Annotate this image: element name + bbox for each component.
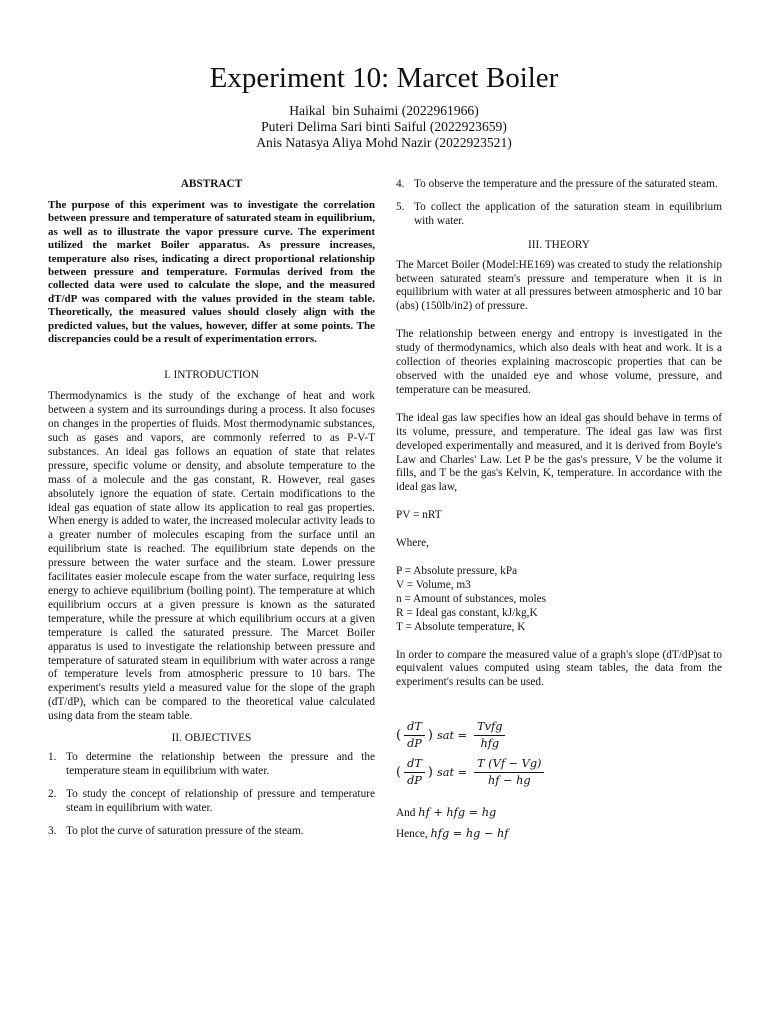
list-number: 5. [396, 200, 405, 213]
author: Puteri Delima Sari binti Saiful (2022923659) [261, 119, 507, 134]
and-label: And [396, 806, 416, 819]
variable-definition: n = Amount of substances, moles [396, 592, 547, 605]
hfg-equation: hfg = hg − hf [430, 826, 509, 840]
where-label: Where, [396, 537, 429, 550]
fraction-denominator: hf − hg [487, 774, 531, 787]
theory-paragraph: The Marcet Boiler (Model:HE169) was created to study the relationship between saturated steam's pressure and temperature when it is in equilibrium with water at all pressures between atmospheric and 10 bar (abs) (150lb/in2) of pressure. [396, 258, 722, 313]
introduction-heading: I. INTRODUCTION [164, 369, 259, 382]
variable-definition: R = Ideal gas constant, kJ/kg,K [396, 606, 538, 619]
list-item [48, 825, 375, 839]
list-number: 4. [396, 178, 405, 190]
fraction-denominator: hfg [480, 737, 500, 751]
objectives-heading: II. OBJECTIVES [171, 732, 252, 745]
list-number: 3. [48, 824, 57, 837]
list-item [396, 178, 722, 192]
author-list [0, 103, 768, 151]
list-item [48, 788, 375, 816]
variable-definition: V = Volume, m3 [396, 578, 471, 591]
fraction-numerator: Tvfg [474, 720, 505, 736]
variable-definition: P = Absolute pressure, kPa [396, 565, 518, 578]
list-number: 2. [48, 787, 57, 800]
sat-label: sat = [437, 765, 468, 779]
enthalpy-equation: hf + hfg = hg [418, 805, 497, 819]
slope-equation-2: ( $\frac{dT}{dP}$ ) sat = $\frac{T (Vf - Vg)}{hf - hg}$ [396, 757, 722, 788]
slope-equation-1: ( $\frac{dT}{dP}$ ) sat = $\frac{\text{Tvfg}}{\text{hfg}}$ [396, 720, 722, 751]
variable-definition: T = Absolute temperature, K [396, 620, 526, 633]
list-number: 1. [48, 750, 57, 763]
variable-list [396, 565, 722, 635]
fraction-numerator: T (Vf − Vg) [474, 757, 544, 773]
list-text: To plot the curve of saturation pressure of the steam. [66, 824, 304, 837]
enthalpy-relation [396, 806, 722, 821]
theory-paragraph: In order to compare the measured value of a graph's slope (dT/dP)sat to equivalent values computed using steam tables, the data from the experiment's results can be used. [396, 648, 722, 689]
list-text: To collect the application of the saturation steam in equilibrium with water. [414, 200, 722, 227]
introduction-text: Thermodynamics is the study of the exchange of heat and work between a system and its surroundings during a process. It also focuses on changes in the properties of fluids. Most thermodynamic substances, such as gases and vapors, are commonly referred to as P-V-T substances. An ideal gas follows an equation of state that relates pressure, specific volume or density, and absolute temperature to the mass of a molecule and the gas constant, R. However, real gases absolutely ignore the equation of state. Certain modifications to the ideal gas equation of state allow its application to real gas properties. When energy is added to water, the increased molecular activity leads to a greater number of molecules escaping from the surface until an equilibrium state is reached. The equilibrium state depends on the pressure between the water surface and the steam. Lower pressure facilitates easier molecule escape from the water surface, requiring less energy to achieve equilibrium (boiling point). The temperature at which equilibrium occurs at a given pressure is known as the saturated temperature, while the pressure at which equilibrium occurs at a given temperature is called the saturated pressure. The Marcet Boiler apparatus is used to investigate the relationship between pressure and temperature of saturated steam in equilibrium with water across a range of temperature levels from atmospheric pressure to 10 bars. The experiment's results yield a measured value for the slope of the graph (dT/dP), which can be compared to the theoretical value calculated using data from the steam table. [48, 390, 375, 723]
paper-title: Experiment 10: Marcet Boiler [209, 62, 559, 94]
sat-label: sat = [437, 728, 468, 742]
fraction-denominator: dP [407, 737, 422, 751]
theory-paragraph: The ideal gas law specifies how an ideal gas should behave in terms of its volume, pressure, and temperature. The ideal gas law was first developed experimentally and measured, and it is derived from Boyle's Law and Charles' Law. Let P be the gas's pressure, V be the volume it fills, and T be the gas's Kelvin, K, temperature. In accordance with the ideal gas law, [396, 411, 722, 494]
enthalpy-result [396, 827, 722, 842]
left-column [48, 178, 375, 847]
author: Haikal bin Suhaimi (2022961966) [289, 103, 479, 118]
list-item [396, 201, 722, 229]
theory-paragraph: The relationship between energy and entropy is investigated in the study of thermodynamics, which also deals with heat and work. It is a collection of theories explaining macroscopic properties that can be observed with the unaided eye and whose volume, pressure, and temperature can be measured. [396, 328, 722, 396]
fraction-numerator: dT [404, 757, 425, 773]
ideal-gas-equation: PV = nRT [396, 509, 442, 522]
theory-heading: III. THEORY [528, 238, 590, 251]
fraction-numerator: dT [404, 720, 425, 736]
list-text: To determine the relationship between the pressure and the temperature steam in equilibrium with water. [66, 750, 375, 777]
list-text: To study the concept of relationship of pressure and temperature steam in equilibrium with water. [66, 787, 375, 814]
fraction-denominator: dP [407, 774, 422, 787]
author: Anis Natasya Aliya Mohd Nazir (2022923521) [256, 135, 512, 150]
abstract-text: The purpose of this experiment was to investigate the correlation between pressure and temperature of saturated steam in equilibrium, as well as to illustrate the vapor pressure curve. The experiment utilized the market Boiler apparatus. As pressure increases, temperature also rises, indicating a direct proportional relationship between pressure and temperature. Formulas derived from the collected data were used to calculate the slope, and the measured dT/dP was compared with the values provided in the steam table. Theoretically, the measured values should closely align with the predicted values, but the values, however, differ at some points. The discrepancies could be a result of experimentation errors. [48, 198, 375, 345]
list-item [48, 751, 375, 779]
hence-label: Hence, [396, 827, 428, 840]
objectives-list [48, 751, 375, 839]
objectives-list-continued [396, 178, 722, 229]
right-column [396, 178, 722, 842]
abstract-heading: ABSTRACT [180, 178, 243, 190]
list-text: To observe the temperature and the pressure of the saturated steam. [414, 178, 718, 190]
